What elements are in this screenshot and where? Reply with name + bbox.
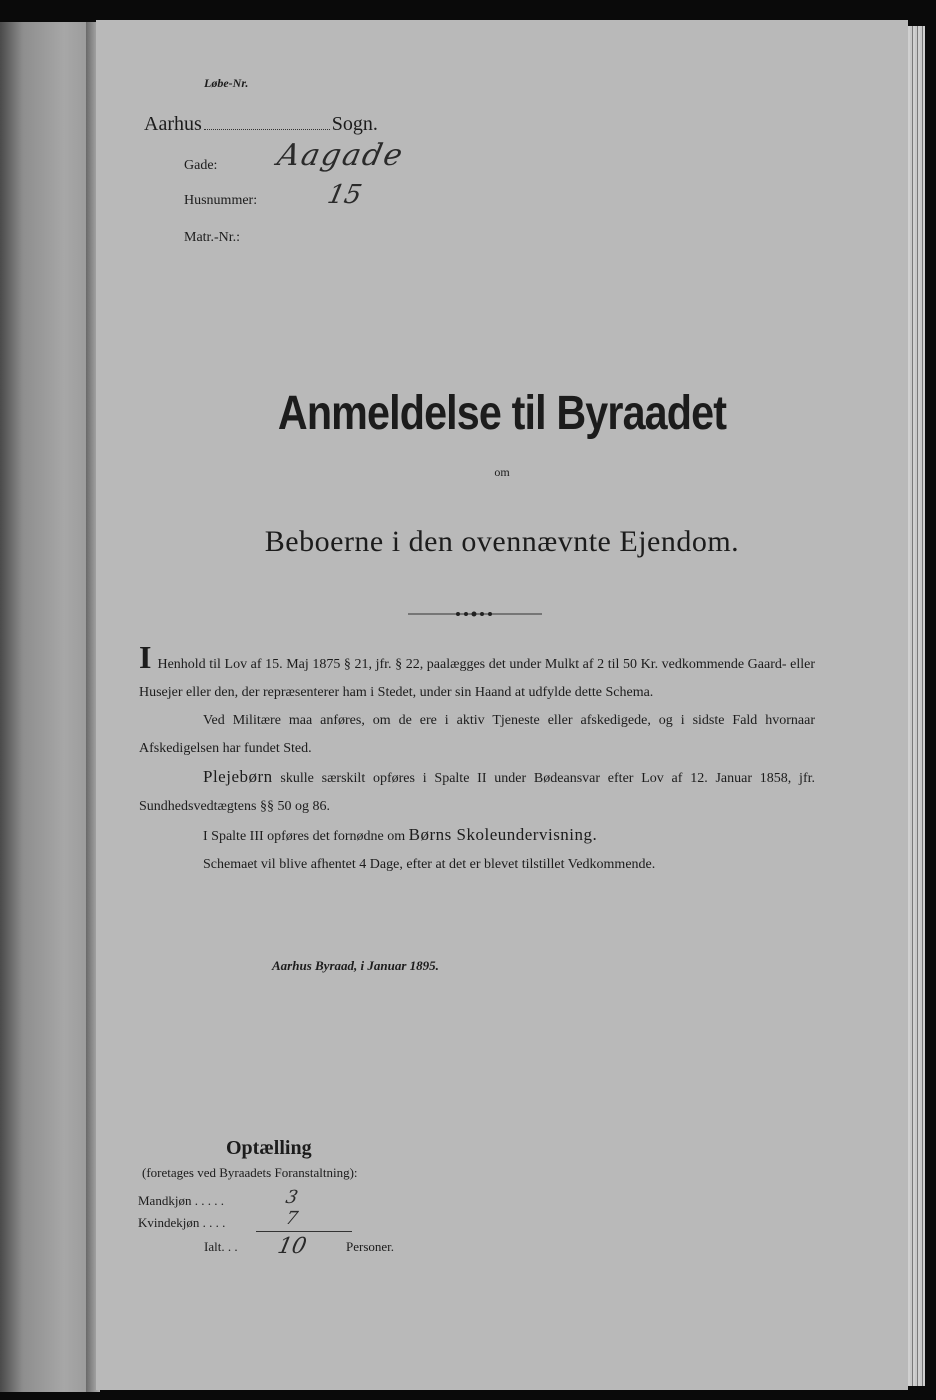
optaelling-subtitle: (foretages ved Byraadets Foranstaltning): bbox=[142, 1165, 358, 1180]
document-page bbox=[96, 20, 908, 1390]
school-emphasis: Børns Skoleundervisning. bbox=[408, 825, 598, 844]
document-subtitle: Beboerne i den ovennævnte Ejendom. bbox=[264, 525, 740, 558]
sogn-label: Sogn. bbox=[331, 113, 378, 135]
drop-cap: I bbox=[139, 639, 152, 675]
signature-line: Aarhus Byraad, i Januar 1895. bbox=[272, 958, 439, 973]
husnummer-handwritten-value: 15 bbox=[324, 180, 365, 210]
ialt-value: 10 bbox=[275, 1234, 309, 1259]
school-text: I Spalte III opføres det fornødne om bbox=[203, 829, 409, 844]
personer-label: Personer. bbox=[346, 1239, 395, 1254]
loebe-nr-label: Løbe-Nr. bbox=[204, 76, 249, 90]
husnummer-label: Husnummer: bbox=[184, 193, 258, 208]
paragraph-school bbox=[139, 821, 815, 851]
parish-line bbox=[144, 113, 378, 136]
paragraph-plejeborn bbox=[139, 763, 815, 821]
paragraph-pickup: Schemaet vil blive afhentet 4 Dage, efter at det er blevet tilstillet Vedkommende. bbox=[203, 857, 656, 872]
instructions-body bbox=[139, 639, 815, 879]
city-name: Aarhus bbox=[144, 113, 202, 135]
paragraph-military: Ved Militære maa anføres, om de ere i aktiv Tjeneste eller afskedigede, og i sidste Fald hvornaar Afskedigelsen har fundet Sted. bbox=[139, 713, 815, 756]
matr-nr-label: Matr.-Nr.: bbox=[184, 230, 240, 245]
sum-underline bbox=[256, 1231, 352, 1232]
paragraph-law-text: Henhold til Lov af 15. Maj 1875 § 21, jfr. § 22, paalægges det under Mulkt af 2 til 50 Kr. vedkommende Gaard- eller Husejer eller den, der repræsenterer ham i Stedet, under sin Haand at udfylde dette Schema. bbox=[139, 657, 815, 700]
ialt-label: Ialt. . . bbox=[204, 1239, 238, 1254]
plejeborn-text: skulle særskilt opføres i Spalte II under Bødeansvar efter Lov af 12. Januar 1858, jfr. Sundhedsvedtægtens §§ 50 og 86. bbox=[139, 771, 815, 814]
plejeborn-lead: Plejebørn bbox=[203, 767, 273, 786]
mandkjon-label: Mandkjøn . . . . . bbox=[138, 1193, 224, 1208]
parish-dotted-field bbox=[204, 115, 330, 130]
left-page-edge bbox=[0, 22, 92, 1392]
kvindekjon-value: 7 bbox=[283, 1208, 300, 1229]
ornament-divider bbox=[408, 610, 542, 618]
optaelling-title: Optælling bbox=[226, 1137, 312, 1159]
paragraph-law bbox=[139, 639, 815, 707]
mandkjon-value: 3 bbox=[283, 1187, 300, 1208]
gade-handwritten-value: Aagade bbox=[274, 138, 408, 173]
document-title: Anmeldelse til Byraadet bbox=[277, 387, 727, 440]
gade-label: Gade: bbox=[184, 158, 218, 173]
page-stack-edge bbox=[905, 26, 925, 1386]
kvindekjon-label: Kvindekjøn . . . . bbox=[138, 1215, 226, 1230]
title-om: om bbox=[494, 465, 510, 479]
